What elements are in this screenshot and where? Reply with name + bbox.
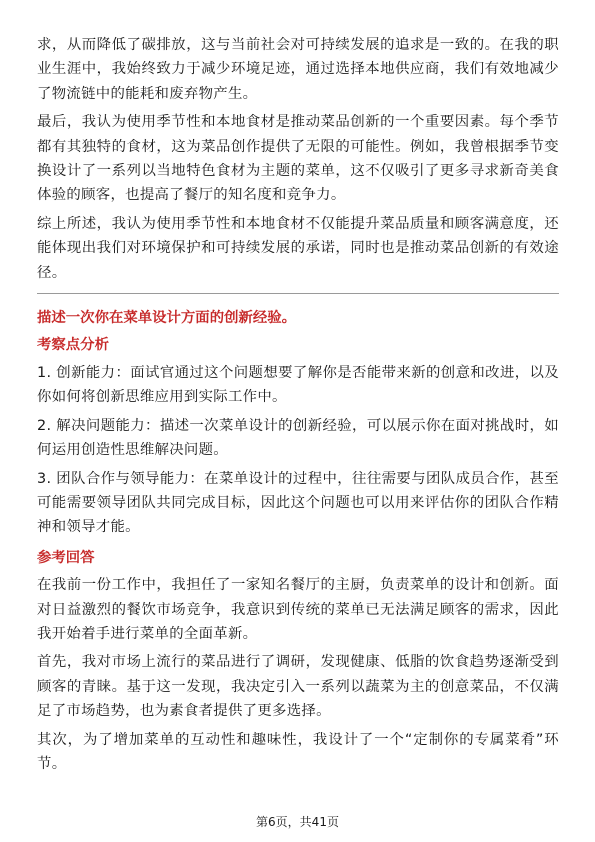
intro-paragraph-3: 综上所述，我认为使用季节性和本地食材不仅能提升菜品质量和顾客满意度，还能体现出我们对环境保护和可持续发展的承诺，同时也是推动菜品创新的有效途径。 <box>37 215 559 281</box>
answer-paragraph-2: 首先，我对市场上流行的菜品进行了调研，发现健康、低脂的饮食趋势逐渐受到顾客的青睐。基于这一发现，我决定引入一系列以蔬菜为主的创意菜品，不仅满足了市场趋势，也为素食者提供了更多选择。 <box>37 654 559 720</box>
page-content <box>37 33 559 780</box>
analysis-item-3: 3. 团队合作与领导能力：在菜单设计的过程中，往往需要与团队成员合作，甚至可能需要领导团队共同完成目标，因此这个问题也可以用来评估你的团队合作精神和领导才能。 <box>37 470 559 536</box>
answer-heading: 参考回答 <box>37 549 95 566</box>
intro-paragraph-1: 求，从而降低了碳排放，这与当前社会对可持续发展的追求是一致的。在我的职业生涯中，我始终致力于减少环境足迹，通过选择本地供应商，我们有效地减少了物流链中的能耗和废弃物产生。 <box>37 37 559 102</box>
question-heading: 描述一次你在菜单设计方面的创新经验。 <box>37 310 297 327</box>
section-divider <box>37 293 559 294</box>
page-number-footer: 第6页，共41页 <box>256 815 339 829</box>
analysis-item-1: 1. 创新能力：面试官通过这个问题想要了解你是否能带来新的创意和改进，以及你如何将创新思维应用到实际工作中。 <box>37 364 559 406</box>
analysis-heading: 考察点分析 <box>37 337 109 354</box>
analysis-item-2: 2. 解决问题能力：描述一次菜单设计的创新经验，可以展示你在面对挑战时，如何运用创造性思维解决问题。 <box>37 417 559 459</box>
answer-paragraph-3: 其次，为了增加菜单的互动性和趣味性，我设计了一个“定制你的专属菜肴”环节。 <box>37 731 559 772</box>
intro-paragraph-2: 最后，我认为使用季节性和本地食材是推动菜品创新的一个重要因素。每个季节都有其独特的食材，这为菜品创作提供了无限的可能性。例如，我曾根据季节变换设计了一系列以当地特色食材为主题的菜单，这不仅吸引了更多寻求新奇美食体验的顾客，也提高了餐厅的知名度和竞争力。 <box>37 114 559 204</box>
answer-paragraph-1: 在我前一份工作中，我担任了一家知名餐厅的主厨，负责菜单的设计和创新。面对日益激烈的餐饮市场竞争，我意识到传统的菜单已无法满足顾客的需求，因此我开始着手进行菜单的全面革新。 <box>37 577 559 642</box>
